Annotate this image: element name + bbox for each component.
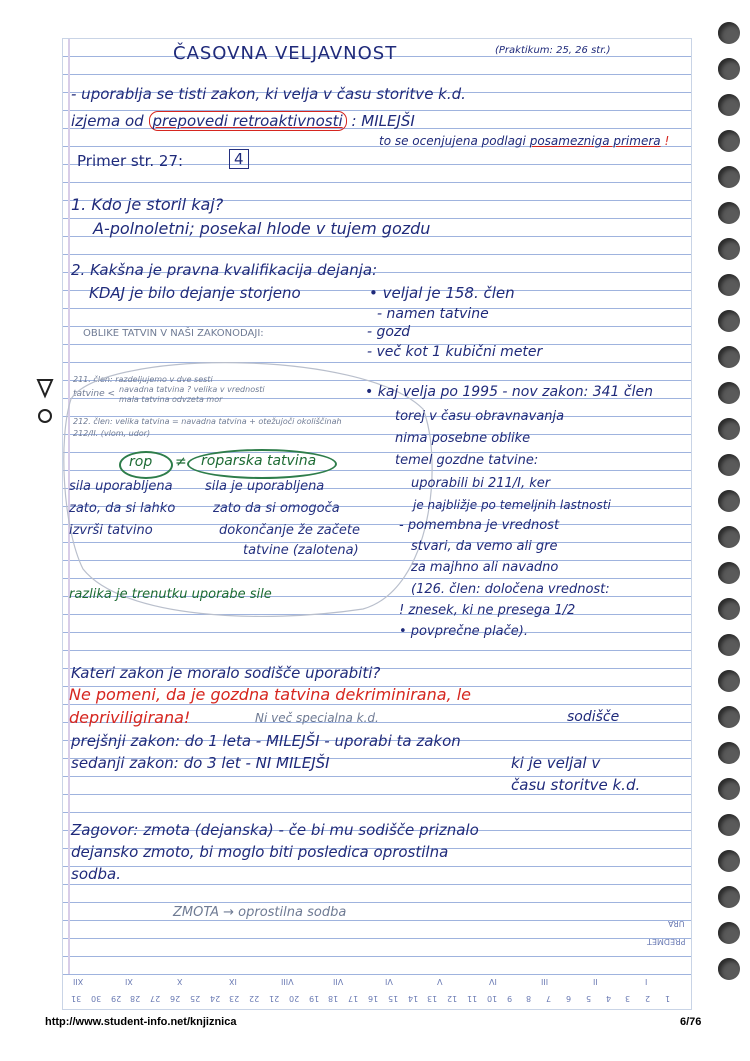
intro-line-3 bbox=[379, 134, 669, 148]
item-158: • veljal je 158. člen bbox=[369, 284, 515, 302]
ruler-number-label: 21 bbox=[269, 994, 280, 1003]
page-title: ČASOVNA VELJAVNOST bbox=[173, 43, 398, 64]
red-note-2: depriviligirana! bbox=[69, 708, 191, 727]
law-line-3b: času storitve k.d. bbox=[511, 776, 641, 794]
spiral-hole bbox=[718, 94, 740, 116]
ruler-roman-label: X bbox=[177, 977, 183, 986]
right-line-12: • povprečne plače). bbox=[399, 624, 528, 639]
notebook-page bbox=[62, 38, 692, 1010]
ruler-number-label: 1 bbox=[665, 994, 671, 1003]
rop-line-2: zato, da si lahko bbox=[69, 501, 176, 516]
right-line-4: temel gozdne tatvine: bbox=[395, 453, 539, 468]
ruler-number-label: 15 bbox=[387, 994, 398, 1003]
right-line-11: ! znesek, ki ne presega 1/2 bbox=[399, 603, 576, 618]
spiral-hole bbox=[718, 310, 740, 332]
spiral-hole bbox=[718, 418, 740, 440]
ruler-roman-label: VIII bbox=[281, 977, 294, 986]
page-number: 6/76 bbox=[680, 1016, 702, 1028]
ruler-number-label: 28 bbox=[130, 994, 141, 1003]
spiral-hole bbox=[718, 22, 740, 44]
spiral-holes bbox=[718, 22, 744, 1022]
ruler-roman-label: IV bbox=[489, 977, 497, 986]
spiral-hole bbox=[718, 814, 740, 836]
ruler-roman-label: I bbox=[645, 977, 648, 986]
spiral-hole bbox=[718, 850, 740, 872]
item-kubicni: - več kot 1 kubični meter bbox=[367, 344, 543, 360]
intro-line-2-post: : MILEJŠI bbox=[351, 112, 415, 130]
neq-sign: ≠ bbox=[175, 454, 187, 470]
spiral-hole bbox=[718, 238, 740, 260]
ruler-number-label: 24 bbox=[209, 994, 220, 1003]
right-line-3: nima posebne oblike bbox=[395, 431, 531, 446]
spiral-hole bbox=[718, 454, 740, 476]
ruler-roman-label: II bbox=[593, 977, 598, 986]
spiral-hole bbox=[718, 562, 740, 584]
ruler-number-label: 25 bbox=[189, 994, 200, 1003]
spiral-hole bbox=[718, 346, 740, 368]
ruler-number-label: 19 bbox=[308, 994, 319, 1003]
spiral-hole bbox=[718, 706, 740, 728]
ruler-roman-label: III bbox=[541, 977, 549, 986]
ruler-roman-label: IX bbox=[229, 977, 237, 986]
ruler-roman-label: XII bbox=[73, 977, 84, 986]
spiral-hole bbox=[718, 58, 740, 80]
ruler-number-label: 30 bbox=[90, 994, 101, 1003]
answer-1: A-polnoletni; posekal hlode v tujem gozdu bbox=[93, 219, 431, 238]
ruler-number-label: 4 bbox=[605, 994, 611, 1003]
rop-line-3: izvrši tatvino bbox=[69, 523, 153, 538]
ruler-number-label: 10 bbox=[486, 994, 497, 1003]
spiral-hole bbox=[718, 670, 740, 692]
spiral-hole bbox=[718, 526, 740, 548]
spiral-hole bbox=[718, 130, 740, 152]
note-navadna: navadna tatvina ? velika v vrednosti bbox=[119, 385, 265, 394]
spiral-hole bbox=[718, 886, 740, 908]
ruler-number-label: 8 bbox=[526, 994, 532, 1003]
right-line-5: uporabili bi 211/I, ker bbox=[411, 476, 551, 491]
ruler-number-label: 17 bbox=[348, 994, 359, 1003]
margin-marks bbox=[36, 378, 56, 428]
ruler-number-label: 20 bbox=[288, 994, 299, 1003]
ruler-number-label: 22 bbox=[249, 994, 260, 1003]
intro-line-1: - uporablja se tisti zakon, ki velja v času storitve k.d. bbox=[71, 85, 466, 103]
spiral-hole bbox=[718, 634, 740, 656]
ruler-number-label: 6 bbox=[566, 994, 572, 1003]
case-mark: posamezniga primera bbox=[529, 134, 661, 148]
red-note-1: Ne pomeni, da je gozdna tatvina dekriminirana, le bbox=[69, 685, 471, 704]
spiral-hole bbox=[718, 598, 740, 620]
ruler-number-label: 5 bbox=[585, 994, 591, 1003]
sodisce-word: sodišče bbox=[567, 709, 620, 725]
spiral-hole bbox=[718, 922, 740, 944]
example-label: Primer str. 27: bbox=[77, 152, 184, 170]
intro-line-2 bbox=[71, 111, 415, 131]
right-line-2: torej v času obravnavanja bbox=[395, 409, 565, 424]
ruler-number-label: 27 bbox=[150, 994, 161, 1003]
right-line-10: (126. člen: določena vrednost: bbox=[411, 582, 610, 597]
question-2: 2. Kakšna je pravna kvalifikacija dejanja: bbox=[71, 261, 378, 279]
predmet-label: PREDMET bbox=[646, 937, 685, 946]
rop-word: rop bbox=[129, 454, 153, 470]
spiral-hole bbox=[718, 274, 740, 296]
ruler-number-label: 14 bbox=[407, 994, 418, 1003]
item-namen: - namen tatvine bbox=[377, 306, 489, 322]
roparska-line-1: sila je uporabljena bbox=[205, 479, 325, 494]
ruler-number-label: 7 bbox=[546, 994, 552, 1003]
right-line-9: za majhno ali navadno bbox=[411, 560, 559, 575]
ruler-number-label: 12 bbox=[447, 994, 458, 1003]
exclamation: ! bbox=[664, 134, 670, 148]
note-212-II: 212/II. (vlom, udor) bbox=[73, 429, 151, 438]
difference-note: razlika je trenutku uporabe sile bbox=[69, 587, 272, 602]
spiral-hole bbox=[718, 490, 740, 512]
example-number: 4 bbox=[229, 149, 249, 169]
roparska-line-3: dokončanje že začete bbox=[219, 523, 361, 538]
question-3: Kateri zakon je moralo sodišče uporabiti? bbox=[71, 664, 381, 682]
question-1: 1. Kdo je storil kaj? bbox=[71, 195, 224, 214]
ruler-number-label: 26 bbox=[170, 994, 181, 1003]
ruler-roman-label: VI bbox=[385, 977, 393, 986]
defense-line-1: Zagovor: zmota (dejanska) - če bi mu sodišče priznalo bbox=[71, 821, 479, 839]
spiral-hole bbox=[718, 166, 740, 188]
right-line-8: stvari, da vemo ali gre bbox=[411, 539, 558, 554]
law-line-2: sedanji zakon: do 3 let - NI MILEJŠI bbox=[71, 754, 330, 772]
spiral-hole bbox=[718, 382, 740, 404]
note-212: 212. člen: velika tatvina = navadna tatvina + otežujoči okoliščinah bbox=[73, 417, 342, 426]
footer-url: http://www.student-info.net/knjiznica bbox=[45, 1016, 237, 1028]
note-mala: mala tatvina odvzeta mor bbox=[119, 395, 223, 404]
pencil-summary: ZMOTA → oprostilna sodba bbox=[173, 905, 347, 920]
ura-label: URA bbox=[668, 919, 685, 928]
intro-line-2-pre: izjema od bbox=[71, 112, 144, 130]
ruler-number-label: 18 bbox=[328, 994, 339, 1003]
ruler-roman-label: VII bbox=[333, 977, 344, 986]
law-line-1: prejšnji zakon: do 1 leta - MILEJŠI - uporabi ta zakon bbox=[71, 732, 461, 750]
grey-note: Ni več specialna k.d. bbox=[255, 711, 379, 725]
ruler-number-label: 11 bbox=[467, 994, 478, 1003]
right-line-7: - pomembna je vrednost bbox=[399, 518, 560, 533]
retroactivity-mark: prepovedi retroaktivnosti bbox=[149, 111, 347, 131]
answer-2: KDAJ je bilo dejanje storjeno bbox=[89, 284, 301, 302]
right-line-1: • kaj velja po 1995 - nov zakon: 341 člen bbox=[365, 384, 653, 400]
defense-line-2: dejansko zmoto, bi moglo biti posledica oprostilna bbox=[71, 843, 449, 861]
ruler-strip bbox=[63, 974, 691, 1009]
ruler-roman-label: V bbox=[437, 977, 443, 986]
rop-line-1: sila uporabljena bbox=[69, 479, 173, 494]
note-tatvine: tatvine < bbox=[73, 389, 116, 399]
spiral-hole bbox=[718, 958, 740, 980]
ruler-number-label: 23 bbox=[229, 994, 240, 1003]
right-line-6: je najbližje po temeljnih lastnosti bbox=[413, 498, 611, 512]
roparska-line-2: zato da si omogoča bbox=[213, 501, 340, 516]
forms-caption: OBLIKE TATVIN V NAŠI ZAKONODAJI: bbox=[83, 328, 264, 339]
spiral-hole bbox=[718, 202, 740, 224]
ruler-number-label: 29 bbox=[110, 994, 121, 1003]
roparska-line-4: tatvine (zalotena) bbox=[243, 543, 359, 558]
ruler-number-label: 13 bbox=[427, 994, 438, 1003]
note-211: 211. člen: razdeljujemo v dve sesti bbox=[73, 375, 213, 384]
ruler-number-label: 9 bbox=[506, 994, 512, 1003]
ruler-number-label: 2 bbox=[645, 994, 651, 1003]
defense-line-3: sodba. bbox=[71, 865, 121, 883]
spiral-hole bbox=[718, 742, 740, 764]
roparska-word: roparska tatvina bbox=[201, 453, 317, 469]
law-line-3a: ki je veljal v bbox=[511, 754, 601, 772]
spiral-hole bbox=[718, 778, 740, 800]
item-gozd: - gozd bbox=[367, 324, 411, 340]
ruler-roman-label: XI bbox=[125, 977, 133, 986]
ruler-number-label: 31 bbox=[71, 994, 82, 1003]
title-reference: (Praktikum: 25, 26 str.) bbox=[495, 45, 611, 56]
ruler-number-label: 3 bbox=[625, 994, 631, 1003]
intro-line-3-pre: to se ocenjujena podlagi bbox=[379, 134, 526, 148]
ruler-number-label: 16 bbox=[368, 994, 379, 1003]
